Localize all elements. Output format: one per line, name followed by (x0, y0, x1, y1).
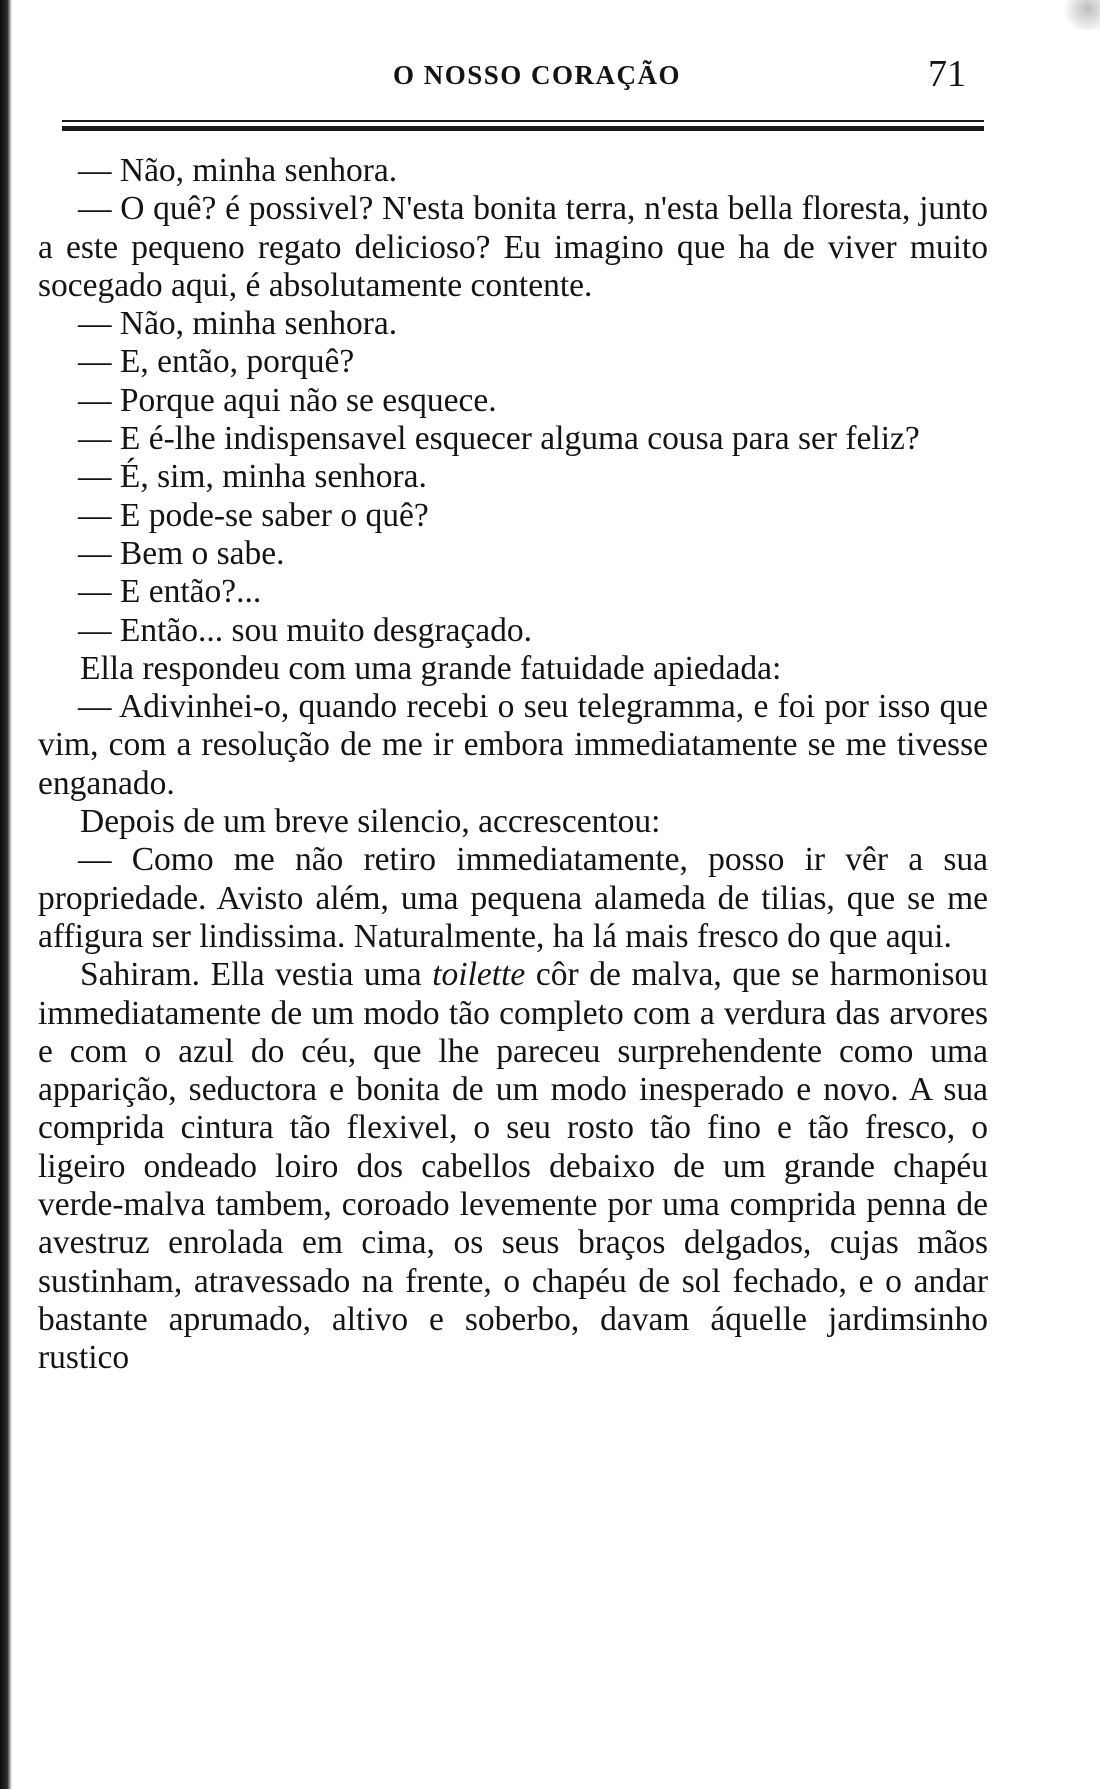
paragraph: — E, então, porquê? (78, 343, 355, 381)
page-number: 71 (928, 53, 966, 95)
paragraph: Ella respondeu com uma grande fatuidade apiedada: (80, 649, 782, 687)
page-body (38, 152, 988, 1378)
header-rule-thick (62, 126, 984, 131)
paragraph-text: Sahiram. Ella vestia uma (80, 956, 433, 994)
paragraph: — Como me não retiro immediatamente, posso ir vêr a sua propriedade. Avisto além, uma pequena alameda de tilias, que se me affigura ser lindissima. Naturalmente, ha lá mais fresco do que aqui. (38, 841, 988, 955)
paragraph: — E pode-se saber o quê? (78, 496, 429, 534)
paragraph: — Não, minha senhora. (78, 305, 398, 343)
paragraph: — É, sim, minha senhora. (78, 458, 427, 496)
running-title: O NOSSO CORAÇÃO (393, 60, 682, 90)
paragraph: — E é-lhe indispensavel esquecer alguma cousa para ser feliz? (78, 420, 920, 458)
paragraph-last (38, 956, 988, 1377)
paragraph: — Porque aqui não se esquece. (78, 381, 497, 419)
paragraph: Depois de um breve silencio, accrescentou: (80, 803, 661, 841)
paragraph: — Não, minha senhora. (78, 152, 398, 189)
italic-word: toilette (432, 956, 526, 994)
paragraph: — Adivinhei-o, quando recebi o seu telegramma, e foi por isso que vim, com a resolução de me ir embora immediatamente se me tivesse enganado. (38, 688, 988, 802)
paragraph-text: côr de malva, que se harmonisou immediatamente de um modo tão completo com a verdura das arvores e com o azul do céu, que lhe pareceu surprehendente como uma apparição, seductora e bonita de um modo inesperado e novo. A sua comprida cintura tão flexivel, o seu rosto tão fino e tão fresco, o ligeiro ondeado loiro dos cabellos debaixo de um grande chapéu verde-malva tambem, coroado levemente por uma comprida penna de avestruz enrolada em cima, os seus braços delgados, cujas mãos sustinham, atravessado na frente, o chapéu de sol fechado, e o andar bastante aprumado, altivo e soberbo, davam áquelle jardimsinho rustico (38, 956, 989, 1377)
paragraph: — E então?... (78, 573, 262, 611)
header-rule-thin (62, 120, 984, 122)
paragraph: — O quê? é possivel? N'esta bonita terra, n'esta bella floresta, junto a este pequeno regato delicioso? Eu imagino que ha de viver muito socegado aqui, é absolutamente contente. (38, 190, 988, 304)
book-binding-edge (0, 0, 12, 1789)
page-header (55, 50, 980, 100)
paper-speck (1060, 0, 1100, 30)
paragraph: — Então... sou muito desgraçado. (78, 611, 533, 649)
paragraph: — Bem o sabe. (78, 534, 285, 572)
